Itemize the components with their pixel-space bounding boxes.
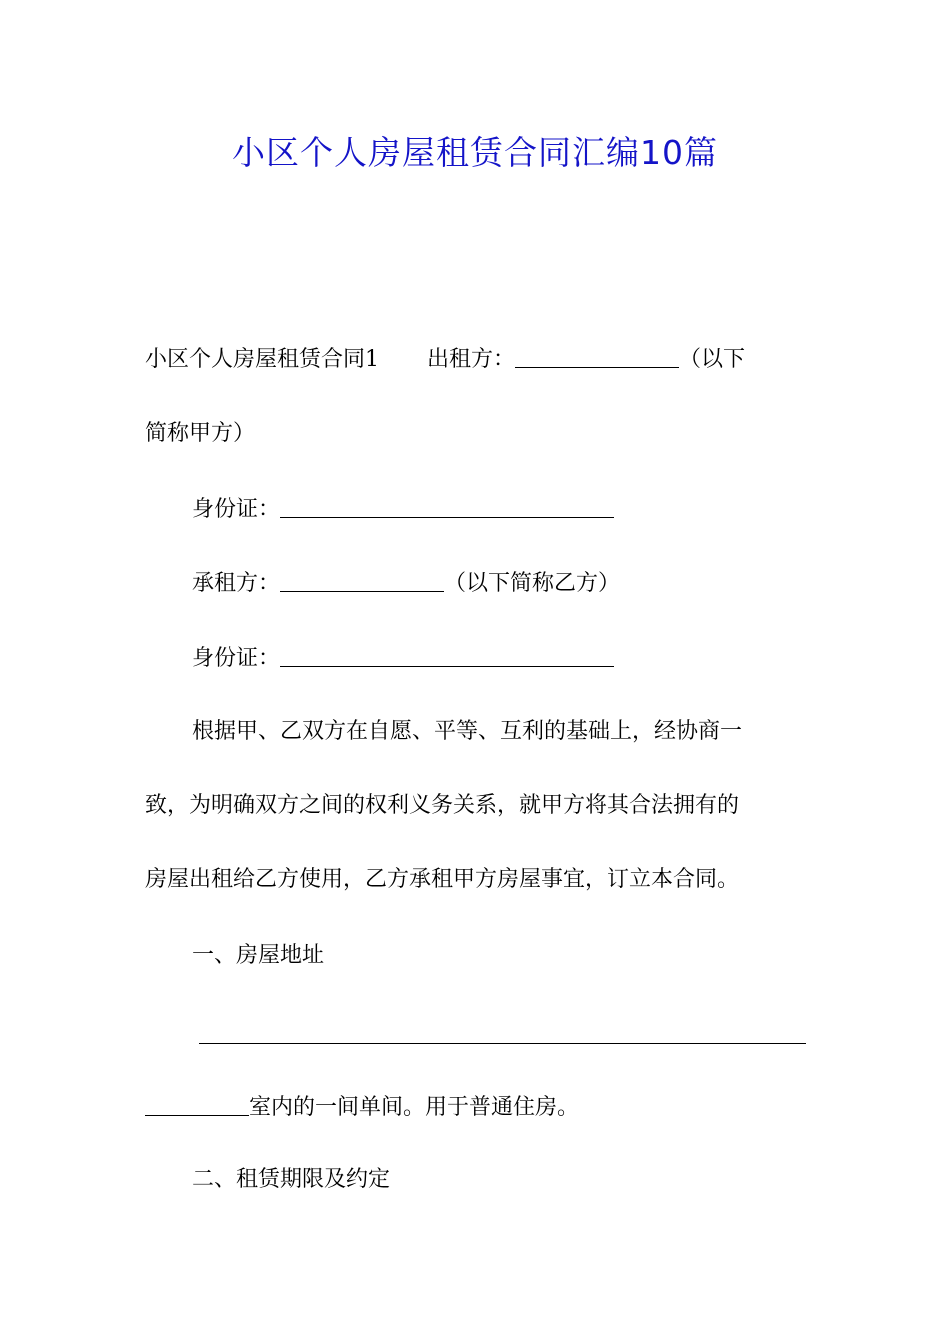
lessor-suffix-cont: 简称甲方） bbox=[145, 421, 256, 446]
lessor-suffix: （以下 bbox=[679, 347, 746, 372]
lessee-suffix: （以下简称乙方） bbox=[444, 571, 621, 596]
lessor-id-line bbox=[192, 493, 614, 526]
lessor-blank bbox=[515, 343, 679, 368]
address-blank bbox=[145, 1091, 249, 1116]
section-heading-address: 一、房屋地址 bbox=[192, 943, 325, 968]
lessee-label: 承租方： bbox=[192, 571, 281, 596]
lessor-label: 出租方： bbox=[427, 347, 516, 372]
lessee-id-line bbox=[192, 642, 614, 675]
body-line-1: 根据甲、乙双方在自愿、平等、互利的基础上，经协商一 bbox=[192, 719, 743, 744]
document-title: 小区个人房屋租赁合同汇编10篇 bbox=[232, 133, 718, 172]
address-line bbox=[145, 1091, 579, 1124]
lessor-line bbox=[145, 343, 745, 376]
lessee-id-blank bbox=[280, 642, 614, 667]
lessee-id-label: 身份证： bbox=[192, 646, 281, 671]
lessor-id-blank bbox=[280, 493, 614, 518]
section-heading-term: 二、租赁期限及约定 bbox=[192, 1167, 391, 1192]
body-line-3: 房屋出租给乙方使用，乙方承租甲方房屋事宜，订立本合同。 bbox=[145, 867, 740, 892]
lessee-line bbox=[192, 567, 620, 600]
address-blank-rule bbox=[199, 1043, 806, 1044]
lessee-blank bbox=[280, 567, 444, 592]
body-line-2: 致，为明确双方之间的权利义务关系，就甲方将其合法拥有的 bbox=[145, 793, 740, 818]
address-desc: 室内的一间单间。用于普通住房。 bbox=[249, 1095, 580, 1120]
contract-heading: 小区个人房屋租赁合同1 bbox=[145, 347, 379, 372]
lessor-id-label: 身份证： bbox=[192, 497, 281, 522]
